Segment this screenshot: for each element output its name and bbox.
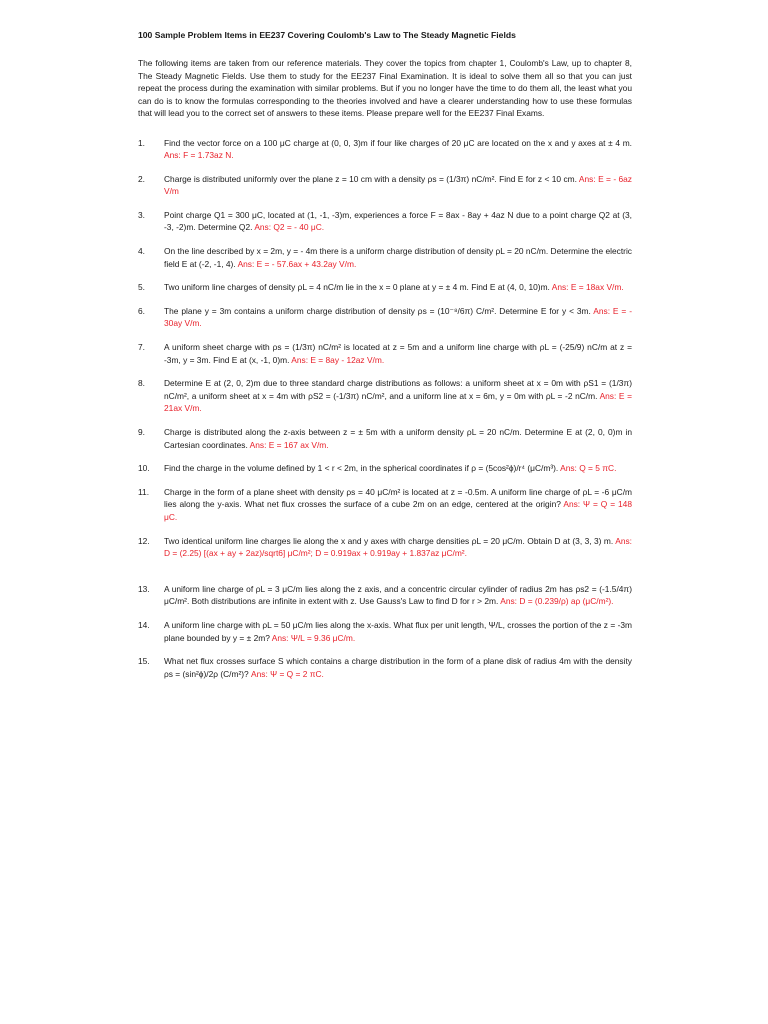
- problem-number: 14.: [138, 619, 150, 630]
- problem-text: [164, 655, 632, 680]
- problem-text: [164, 341, 632, 366]
- problem-number: 13.: [138, 583, 150, 594]
- problem-answer: Ans: Ψ/L = 9.36 μC/m.: [271, 632, 356, 643]
- problem-number: 12.: [138, 535, 150, 546]
- problem-number: 7.: [138, 342, 145, 353]
- problem-number: 10.: [138, 463, 150, 474]
- problem-answer: Ans: Q2 = - 40 μC.: [254, 222, 325, 233]
- problem-list: [138, 137, 632, 681]
- problem-text: [164, 377, 632, 415]
- problem-item: [138, 583, 632, 608]
- problem-text: [164, 462, 632, 475]
- problem-answer: Ans: E = - 6az V/m: [164, 173, 632, 197]
- problem-question: Find the vector force on a 100 μC charge at (0, 0, 3)m if four like charges of 20 μC are located on the x and y axes at ± 4 m.: [164, 137, 632, 148]
- problem-question: What net flux crosses surface S which contains a charge distribution in the form of a plane disk of radius 4m with the density ρs = (sin²ϕ)/2ρ (C/m²)?: [164, 656, 632, 679]
- document-title: 100 Sample Problem Items in EE237 Covering Coulomb's Law to The Steady Magnetic Fields: [138, 30, 516, 40]
- problem-question: Charge in the form of a plane sheet with density ρs = 40 μC/m² is located at z = -0.5m. A uniform line charge of ρL = -6 μC/m lies along the y-axis. What net flux crosses the surface of a cube 2m on an edge, centered at the origin?: [164, 486, 632, 510]
- problem-question: Charge is distributed uniformly over the plane z = 10 cm with a density ρs = (1/3π) nC/m². Find E for z < 10 cm.: [164, 173, 577, 184]
- problem-item: [138, 377, 632, 415]
- problem-number: 15.: [138, 656, 150, 667]
- problem-number: 8.: [138, 378, 145, 389]
- problem-item: [138, 173, 632, 198]
- problem-question: Point charge Q1 = 300 μC, located at (1, -1, -3)m, experiences a force F = 8ax - 8ay + 4az N due to a point charge Q2 at (3, -3, -2)m. Determine Q2.: [164, 209, 632, 233]
- problem-answer: Ans: E = 8ay - 12az V/m.: [291, 354, 385, 365]
- problem-number: 5.: [138, 282, 145, 293]
- problem-question: Two uniform line charges of density ρL = 4 nC/m lie in the x = 0 plane at y = ± 4 m. Find E at (4, 0, 10)m.: [164, 282, 550, 293]
- problem-answer: Ans: Ψ = Q = 2 πC.: [251, 668, 324, 679]
- problem-text: [164, 535, 632, 560]
- problem-answer: Ans: F = 1.73az N.: [164, 150, 234, 161]
- problem-question: A uniform sheet charge with ρs = (1/3π) nC/m² is located at z = 5m and a uniform line charge with ρL = (-25/9) nC/m at z = -3m, y = 3m. Find E at (x, -1, 0)m.: [164, 342, 632, 365]
- problem-item: [138, 426, 632, 451]
- problem-text: [164, 209, 632, 234]
- problem-question: The plane y = 3m contains a uniform charge distribution of density ρs = (10⁻⁸/6π) C/m². Determine E for y < 3m.: [164, 305, 591, 316]
- problem-number: 1.: [138, 137, 145, 148]
- problem-item: [138, 486, 632, 524]
- problem-number: 11.: [138, 486, 150, 497]
- problem-text: [164, 426, 632, 451]
- problem-number: 3.: [138, 209, 145, 220]
- problem-answer: Ans: E = 18ax V/m.: [551, 282, 624, 293]
- problem-text: [164, 281, 632, 294]
- problem-text: [164, 305, 632, 330]
- problem-question: A uniform line charge of ρL = 3 μC/m lies along the z axis, and a concentric circular cylinder of radius 2m has ρs2 = (-1.5/4π) μC/m². Both distributions are infinite in extent with z. Use Gauss's Law to find D for r > 2m.: [164, 583, 632, 607]
- problem-item: [138, 462, 632, 475]
- problem-question: A uniform line charge with ρL = 50 μC/m lies along the x-axis. What flux per unit length, Ψ/L, crosses the portion of the z = -3m plane bounded by y = ± 2m?: [164, 619, 632, 643]
- problem-question: On the line described by x = 2m, y = - 4m there is a uniform charge distribution of density ρL = 20 nC/m. Determine the electric field E at (-2, -1, 4).: [164, 246, 632, 269]
- problem-item: [138, 209, 632, 234]
- problem-answer: Ans: D = (2.25) [(ax + ay + 2az)/sqrt6] μC/m²; D = 0.919ax + 0.919ay + 1.837az μC/m².: [164, 535, 632, 559]
- problem-number: 6.: [138, 305, 145, 316]
- problem-question: Two identical uniform line charges lie along the x and y axes with charge densities ρL = 20 μC/m. Obtain D at (3, 3, 3) m.: [164, 535, 614, 546]
- problem-item: [138, 245, 632, 270]
- problem-answer: Ans: E = - 30ay V/m.: [164, 305, 632, 329]
- problem-text: [164, 619, 632, 644]
- problem-answer: Ans: E = 167 ax V/m.: [249, 439, 329, 450]
- problem-item: [138, 137, 632, 162]
- problem-text: [164, 173, 632, 198]
- problem-item: [138, 535, 632, 560]
- problem-answer: Ans: E = 21ax V/m.: [164, 390, 632, 414]
- problem-number: 2.: [138, 173, 145, 184]
- problem-item: [138, 341, 632, 366]
- document-page: [138, 29, 632, 691]
- problem-text: [164, 137, 632, 162]
- problem-number: 9.: [138, 427, 145, 437]
- problem-answer: Ans: Q = 5 πC.: [560, 463, 617, 474]
- problem-text: [164, 486, 632, 524]
- problem-question: Charge is distributed along the z-axis between z = ± 5m with a uniform density ρL = 20 nC/m. Determine E at (2, 0, 0)m in Cartesian coordinates.: [164, 427, 632, 450]
- problem-text: [164, 583, 632, 608]
- problem-item: [138, 305, 632, 330]
- problem-item: [138, 655, 632, 680]
- problem-number: 4.: [138, 246, 145, 257]
- problem-answer: Ans: E = - 57.6ax + 43.2ay V/m.: [237, 258, 357, 269]
- problem-item: [138, 619, 632, 644]
- intro-paragraph: The following items are taken from our reference materials. They cover the topics from chapter 1, Coulomb's Law, up to chapter 8, The Steady Magnetic Fields. Use them to study for the EE237 Final Examination. It is ideal to solve them all so that you can just repeat the process during the examination with similar problems. But if you no longer have the time to do them all, the least what you can do is to know the formulas corresponding to the theories involved and have a clearer understanding how to use these formulas that will lead you to the correct set of answers to these items. Please prepare well for the EE237 Final Exams.: [138, 58, 632, 118]
- problem-item: [138, 281, 632, 294]
- problem-answer: Ans: D = (0.239/ρ) aρ (μC/m²).: [500, 596, 614, 607]
- problem-question: Determine E at (2, 0, 2)m due to three standard charge distributions as follows: a uniform sheet at x = 0m with ρS1 = (1/3π) nC/m², a uniform sheet at x = 4m with ρS2 = (-1/3π) nC/m², and a uniform line at x = 6m, y = 0m with ρL = -2 nC/m.: [164, 378, 632, 401]
- problem-text: [164, 245, 632, 270]
- problem-question: Find the charge in the volume defined by 1 < r < 2m, in the spherical coordinates if ρ = (5cos²ϕ)/r⁴ (μC/m³).: [164, 463, 559, 474]
- problem-answer: Ans: Ψ = Q = 148 μC.: [164, 499, 632, 522]
